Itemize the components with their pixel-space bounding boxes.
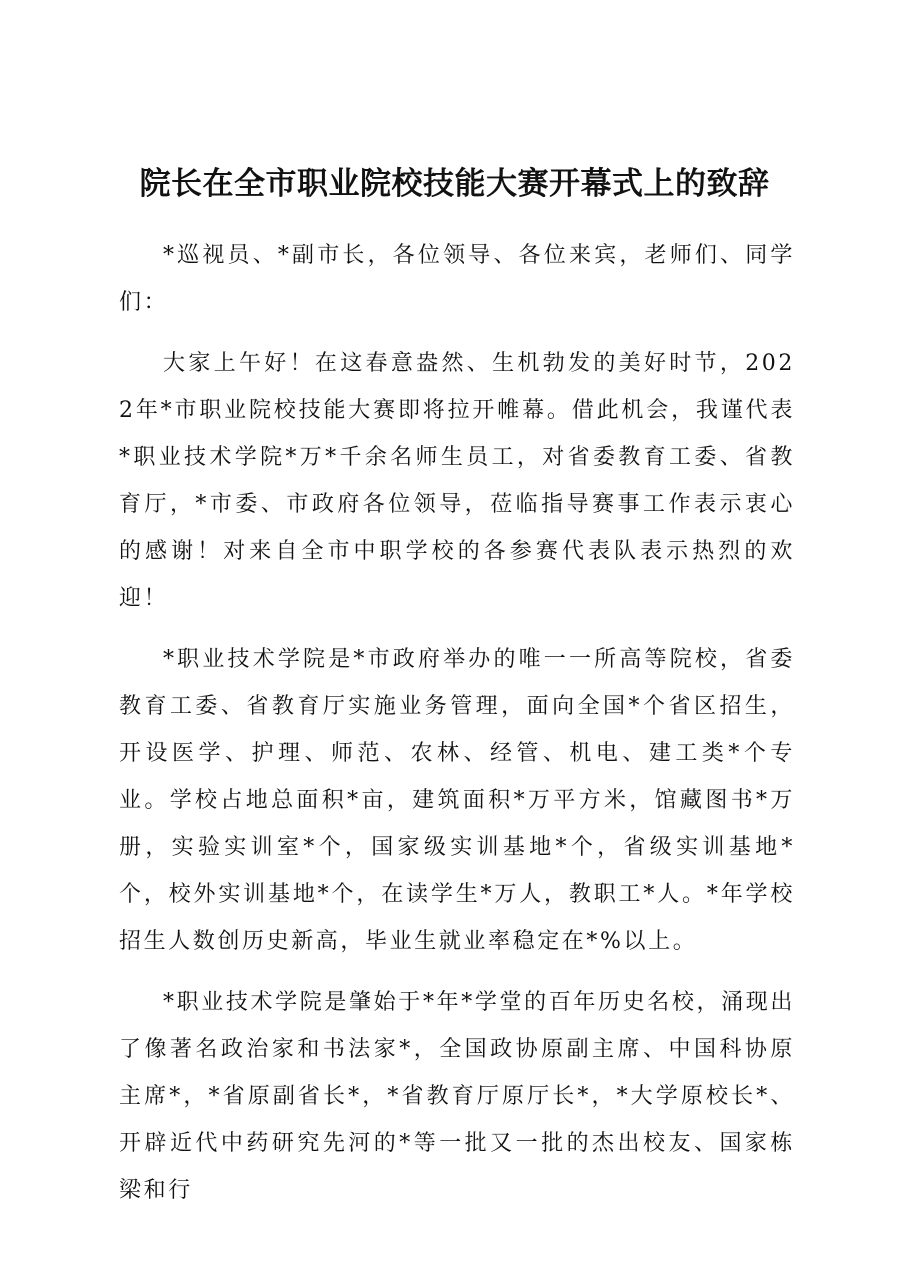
college-overview-paragraph: *职业技术学院是*市政府举办的唯一一所高等院校，省委教育工委、省教育厅实施业务管理，面向全国*个省区招生，开设医学、护理、师范、农林、经管、机电、建工类*个专业。学校占地总面积*亩，建筑面积*万平方米，馆藏图书*万册，实验实训室*个，国家级实训基地*个，省级实训基地*个，校外实训基地*个，在读学生*万人，教职工*人。*年学校招生人数创历史新高，毕业生就业率稳定在*%以上。	[119, 647, 795, 954]
document-body	[119, 232, 795, 1228]
document-title: 院长在全市职业院校技能大赛开幕式上的致辞	[139, 166, 770, 202]
salutation-paragraph: *巡视员、*副市长，各位领导、各位来宾，老师们、同学们：	[119, 243, 795, 315]
college-history-paragraph: *职业技术学院是肇始于*年*学堂的百年历史名校，涌现出了像著名政治家和书法家*，全国政协原副主席、中国科协原主席*，*省原副省长*，*省教育厅原厅长*，*大学原校长*、开辟近代中药研究先河的*等一批又一批的杰出校友、国家栋梁和行	[119, 990, 795, 1203]
greeting-paragraph: 大家上午好！在这春意盎然、生机勃发的美好时节，2022年*市职业院校技能大赛即将拉开帷幕。借此机会，我谨代表*职业技术学院*万*千余名师生员工，对省委教育工委、省教育厅，*市委、市政府各位领导，莅临指导赛事工作表示衷心的感谢！对来自全市中职学校的各参赛代表队表示热烈的欢迎！	[119, 351, 795, 611]
